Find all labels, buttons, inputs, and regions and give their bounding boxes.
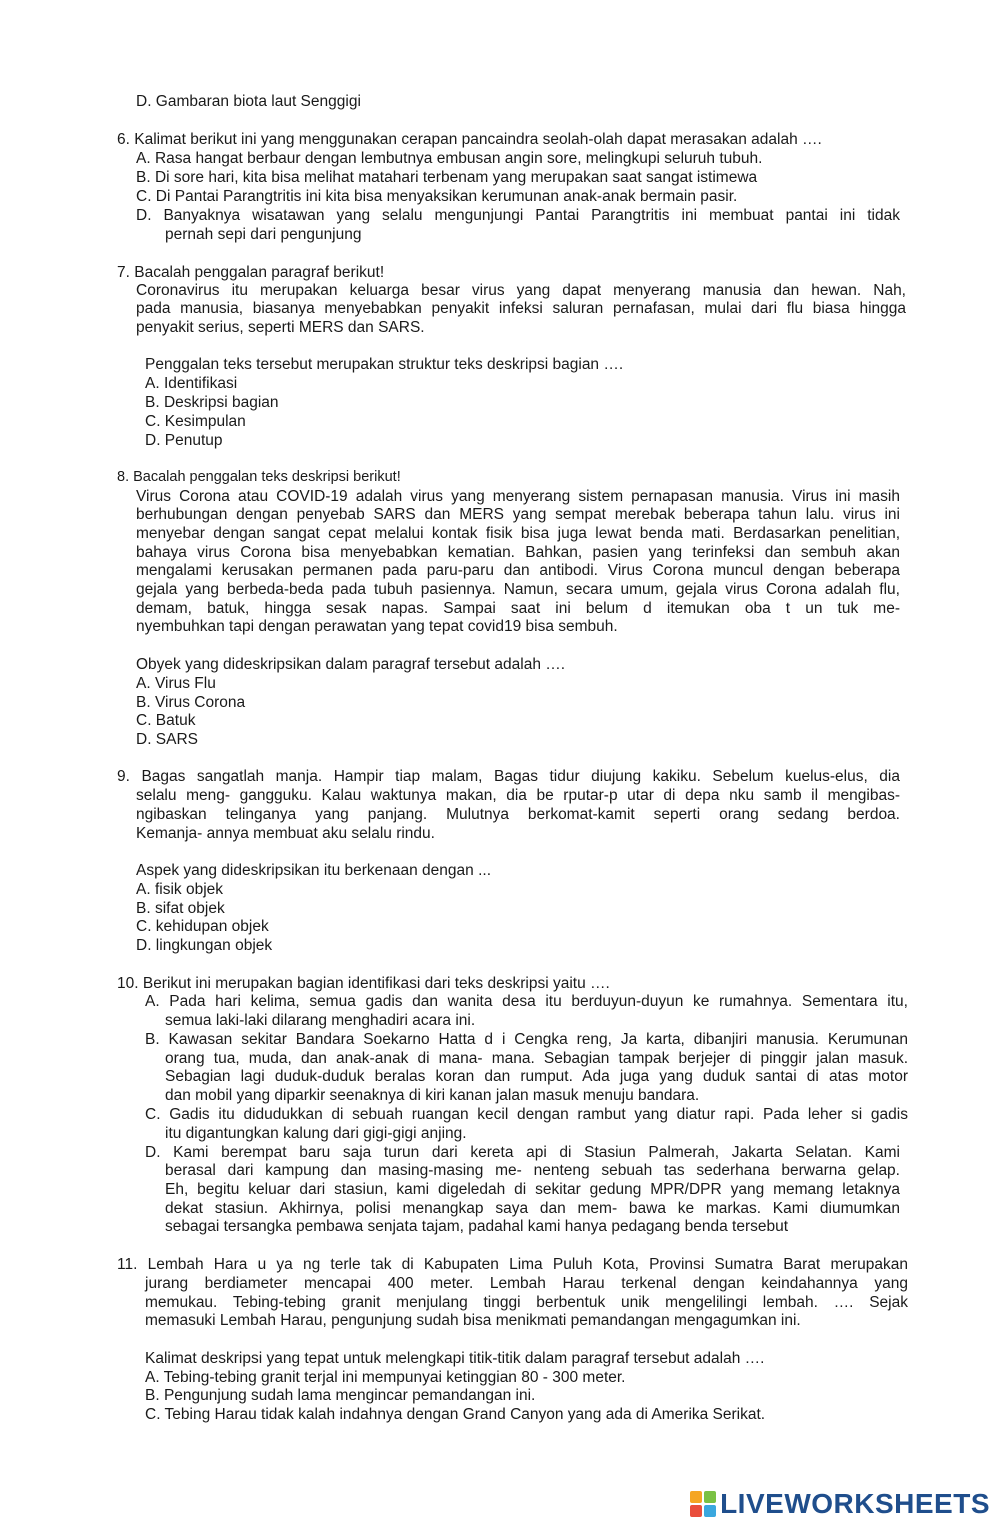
q11-option-c: C. Tebing Harau tidak kalah indahnya dengan Grand Canyon yang ada di Amerika Serikat. xyxy=(145,1406,766,1423)
q7-option-c: C. Kesimpulan xyxy=(145,413,246,430)
q9-passage-line: Kemanja- annya membuat aku selalu rindu. xyxy=(136,825,435,842)
q7-option-b: B. Deskripsi bagian xyxy=(145,394,279,411)
liveworksheets-grid-icon xyxy=(690,1491,716,1517)
q8-option-b: B. Virus Corona xyxy=(136,694,246,711)
liveworksheets-wordmark: LIVEWORKSHEETS xyxy=(720,1488,990,1519)
q9-option-b: B. sifat objek xyxy=(136,900,225,917)
q10-option-d: D. Kami berempat baru saja turun dari kereta api di Stasiun Palmerah, Jakarta Selatan. Kami xyxy=(145,1144,900,1161)
q11-passage-line: jurang berdiameter mencapai 400 meter. Lembah Harau terkenal dengan keindahannya yang xyxy=(145,1275,908,1292)
q7-passage-line: Coronavirus itu merupakan keluarga besar virus yang dapat menyerang manusia dan hewan. Nah, xyxy=(136,282,906,299)
q10-option-d-cont: Eh, begitu keluar dari stasiun, kami digeledah di sekitar gedung MPR/DPR yang memang letaknya xyxy=(165,1181,900,1198)
q10-option-a-cont: semua laki-laki dilarang menghadiri acara ini. xyxy=(165,1012,476,1029)
q8-option-a: A. Virus Flu xyxy=(136,675,216,692)
q6-option-c: C. Di Pantai Parangtritis ini kita bisa menyaksikan kerumunan anak-anak bermain pasir. xyxy=(136,188,738,205)
q8-question: 8. Bacalah penggalan teks deskripsi berikut! xyxy=(117,469,401,485)
q8-passage-line: menyebar dengan sangat cepat melalui kontak fisik bisa juga lewat benda mati. Berdasarkan penelitian, xyxy=(136,525,900,542)
q9-option-d: D. lingkungan objek xyxy=(136,937,273,954)
q11-question: 11. Lembah Hara u ya ng terle tak di Kabupaten Lima Puluh Kota, Provinsi Sumatra Barat merupakan xyxy=(117,1256,908,1273)
q5-option-d: D. Gambaran biota laut Senggigi xyxy=(136,93,361,110)
q11-option-b: B. Pengunjung sudah lama mengincar pemandangan ini. xyxy=(145,1387,536,1404)
q6-option-b: B. Di sore hari, kita bisa melihat matahari terbenam yang merupakan saat sangat istimewa xyxy=(136,169,758,186)
q9-option-c: C. kehidupan objek xyxy=(136,918,269,935)
q6-option-d-cont: pernah sepi dari pengunjung xyxy=(165,226,362,243)
q8-passage-line: gejala yang berbeda-beda pada tubuh pasiennya. Namun, secara umum, gejala virus Corona adalah flu, xyxy=(136,581,900,598)
q9-passage-line: selalu meng- gangguku. Kalau waktunya makan, dia be rputar-p utar di depa nku samb il mengibas- xyxy=(136,787,900,804)
q10-option-b: B. Kawasan sekitar Bandara Soekarno Hatta d i Cengka reng, Ja karta, dibanjiri manusia. Kerumunan xyxy=(145,1031,908,1048)
q8-passage-line: Virus Corona atau COVID-19 adalah virus yang menyerang sistem pernapasan manusia. Virus ini masih xyxy=(136,488,900,505)
q9-question: 9. Bagas sangatlah manja. Hampir tiap malam, Bagas tidur diujung kakiku. Sebelum kuelus-elus, dia xyxy=(117,768,900,785)
q8-prompt: Obyek yang dideskripsikan dalam paragraf tersebut adalah …. xyxy=(136,656,566,673)
q11-passage-line: memukau. Tebing-tebing granit menjulang tinggi berbentuk unik mengelilingi lembah. …. Sejak xyxy=(145,1294,908,1311)
q10-option-b-cont: Sebagian lagi duduk-duduk beralas koran dan rumput. Ada juga yang duduk santai di atas motor xyxy=(165,1068,908,1085)
q9-passage-line: ngibaskan telinganya yang panjang. Mulutnya berkomat-kamit seperti orang sedang berdoa. xyxy=(136,806,900,823)
q11-passage-line: memasuki Lembah Harau, pengunjung sudah bisa menikmati pemandangan mengagumkan ini. xyxy=(145,1312,801,1329)
q10-option-c-cont: itu digantungkan kalung dari gigi-gigi anjing. xyxy=(165,1125,467,1142)
q7-option-a: A. Identifikasi xyxy=(145,375,238,392)
q10-option-a: A. Pada hari kelima, semua gadis dan wanita desa itu berduyun-duyun ke rumahnya. Sementara itu, xyxy=(145,993,908,1010)
q10-option-d-cont: berasal dari kampung dan masing-masing me- nenteng sebuah tas sederhana berwarna gelap. xyxy=(165,1162,900,1179)
q10-option-d-cont: sebagai tersangka pembawa senjata tajam, padahal kami hanya pedagang benda tersebut xyxy=(165,1218,789,1235)
q9-option-a: A. fisik objek xyxy=(136,881,224,898)
q8-passage-line: bahaya virus Corona bisa menyebabkan kematian. Bahkan, pasien yang terinfeksi dan sembuh akan xyxy=(136,544,900,561)
q7-passage-line: penyakit serius, seperti MERS dan SARS. xyxy=(136,319,425,336)
q8-passage-line: demam, batuk, hingga sesak napas. Sampai saat ini belum d itemukan oba t un tuk me- xyxy=(136,600,900,617)
q11-option-a: A. Tebing-tebing granit terjal ini mempunyai ketinggian 80 - 300 meter. xyxy=(145,1369,626,1386)
q7-prompt: Penggalan teks tersebut merupakan struktur teks deskripsi bagian …. xyxy=(145,356,624,373)
q9-prompt: Aspek yang dideskripsikan itu berkenaan dengan ... xyxy=(136,862,492,879)
q6-option-a: A. Rasa hangat berbaur dengan lembutnya embusan angin sore, melingkupi seluruh tubuh. xyxy=(136,150,763,167)
q7-question: 7. Bacalah penggalan paragraf berikut! xyxy=(117,264,385,281)
q8-option-d: D. SARS xyxy=(136,731,199,748)
q11-prompt: Kalimat deskripsi yang tepat untuk melengkapi titik-titik dalam paragraf tersebut adalah …. xyxy=(145,1350,765,1367)
q10-option-b-cont: orang tua, muda, dan anak-anak di mana- mana. Sebagian tampak berjejer di pinggir jalan masuk. xyxy=(165,1050,908,1067)
q10-question: 10. Berikut ini merupakan bagian identifikasi dari teks deskripsi yaitu …. xyxy=(117,975,610,992)
q8-passage-line: mengalami kerusakan permanen pada paru-paru dan antibodi. Virus Corona muncul dengan beberapa xyxy=(136,562,900,579)
q8-option-c: C. Batuk xyxy=(136,712,196,729)
q10-option-b-cont: dan mobil yang diparkir seenaknya di kiri kanan jalan masuk menuju bandara. xyxy=(165,1087,700,1104)
q8-passage-line: berhubungan dengan penyebab SARS dan MERS yang sempat merebak beberapa tahun lalu. virus ini xyxy=(136,506,900,523)
q6-question: 6. Kalimat berikut ini yang menggunakan cerapan pancaindra seolah-olah dapat merasakan adalah …. xyxy=(117,131,822,148)
q10-option-d-cont: dekat stasiun. Akhirnya, polisi menangkap saya dan mem- bawa ke markas. Kami diumumkan xyxy=(165,1200,900,1217)
q6-option-d: D. Banyaknya wisatawan yang selalu mengunjungi Pantai Parangtritis ini membuat pantai ini tidak xyxy=(136,207,900,224)
q8-passage-line: nyembuhkan tapi dengan perawatan yang tepat covid19 bisa sembuh. xyxy=(136,618,618,635)
q7-option-d: D. Penutup xyxy=(145,432,223,449)
q10-option-c: C. Gadis itu didudukkan di sebuah ruangan kecil dengan rambut yang diatur rapi. Pada leher si gadis xyxy=(145,1106,908,1123)
liveworksheets-logo xyxy=(690,1487,990,1521)
q7-passage-line: pada manusia, biasanya menyebabkan penyakit infeksi saluran pernafasan, mulai dari flu biasa hingga xyxy=(136,300,906,317)
